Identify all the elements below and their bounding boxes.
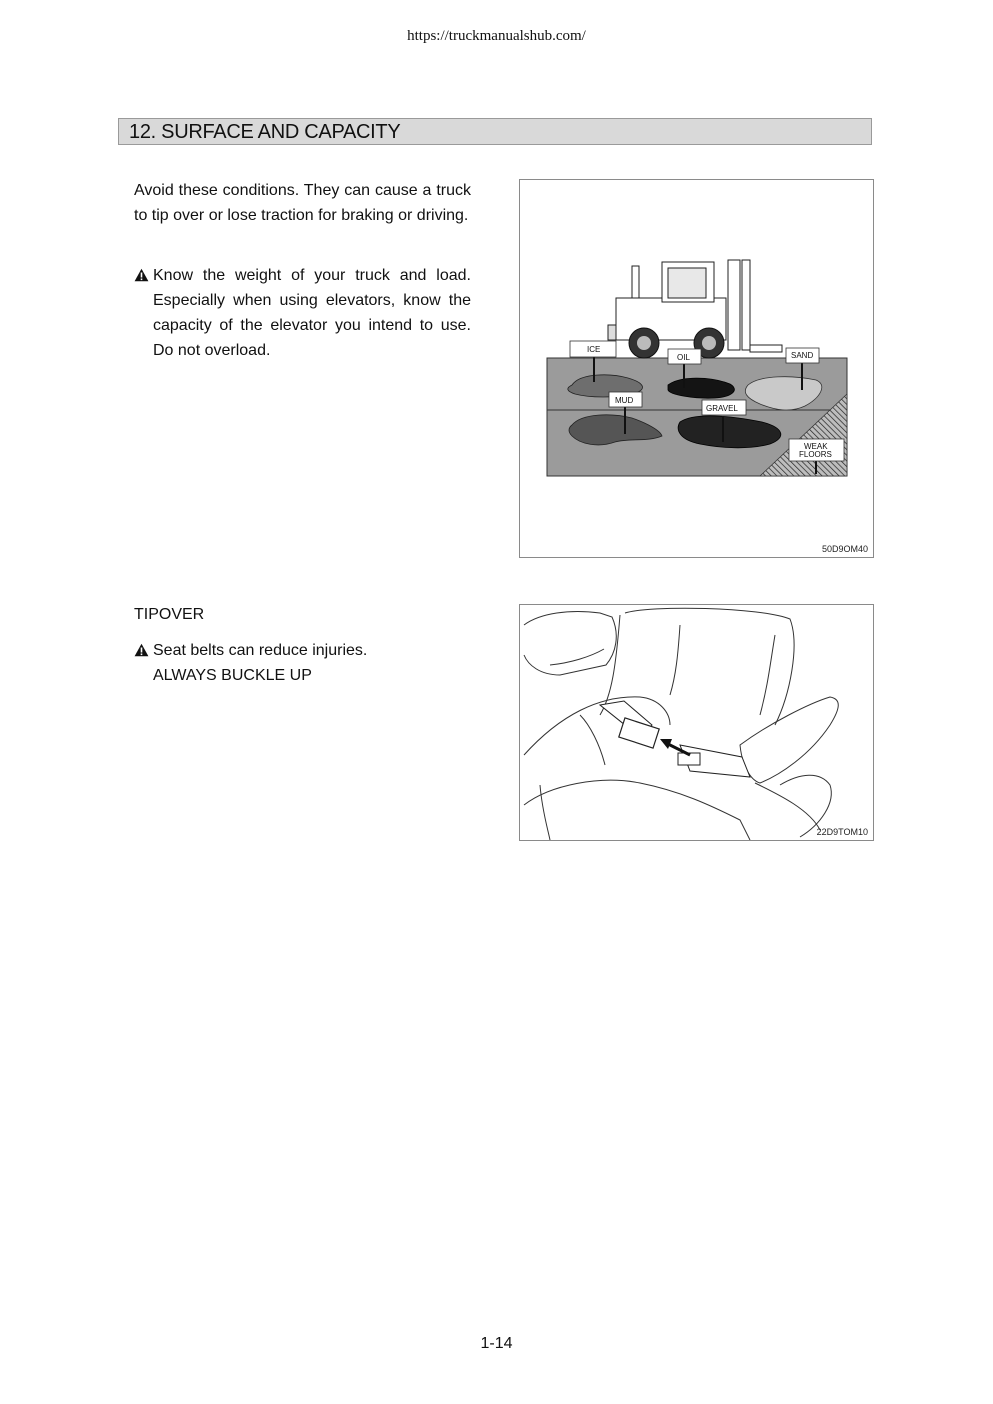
- warning-capacity-text: Know the weight of your truck and load. Especially when using elevators, know the capacity of the elevator you intend to use. Do not overload.: [153, 267, 471, 359]
- label-gravel: GRAVEL: [706, 404, 738, 413]
- source-url: https://truckmanualshub.com/: [407, 28, 586, 44]
- figure-code: 22D9TOM10: [816, 827, 868, 837]
- surface-illustration: [520, 180, 873, 557]
- tipover-heading: TIPOVER: [134, 606, 205, 623]
- label-ice: ICE: [587, 345, 601, 354]
- seatbelt-illustration: [520, 605, 873, 840]
- label-mud: MUD: [615, 396, 634, 405]
- seatbelt-figure: [519, 604, 874, 841]
- figure-code: 50D9OM40: [821, 544, 868, 554]
- surface-conditions-figure: [519, 179, 874, 558]
- warning-triangle-icon: [134, 268, 149, 282]
- warning-capacity: [134, 263, 471, 363]
- warning-triangle-icon: [134, 643, 149, 657]
- section-title: 12. SURFACE AND CAPACITY: [129, 121, 401, 143]
- label-weak: WEAK: [804, 442, 828, 451]
- section-header-bar: [118, 118, 872, 145]
- warning-seatbelt: [134, 638, 471, 688]
- label-floors: FLOORS: [799, 450, 832, 459]
- page-number: 1-14: [480, 1335, 513, 1352]
- warning-seatbelt-line2: ALWAYS BUCKLE UP: [153, 667, 312, 684]
- label-sand: SAND: [791, 351, 814, 360]
- warning-seatbelt-line1: Seat belts can reduce injuries.: [153, 642, 368, 659]
- label-oil: OIL: [677, 353, 690, 362]
- intro-paragraph: Avoid these conditions. They can cause a truck to tip over or lose traction for braking or driving.: [134, 182, 471, 224]
